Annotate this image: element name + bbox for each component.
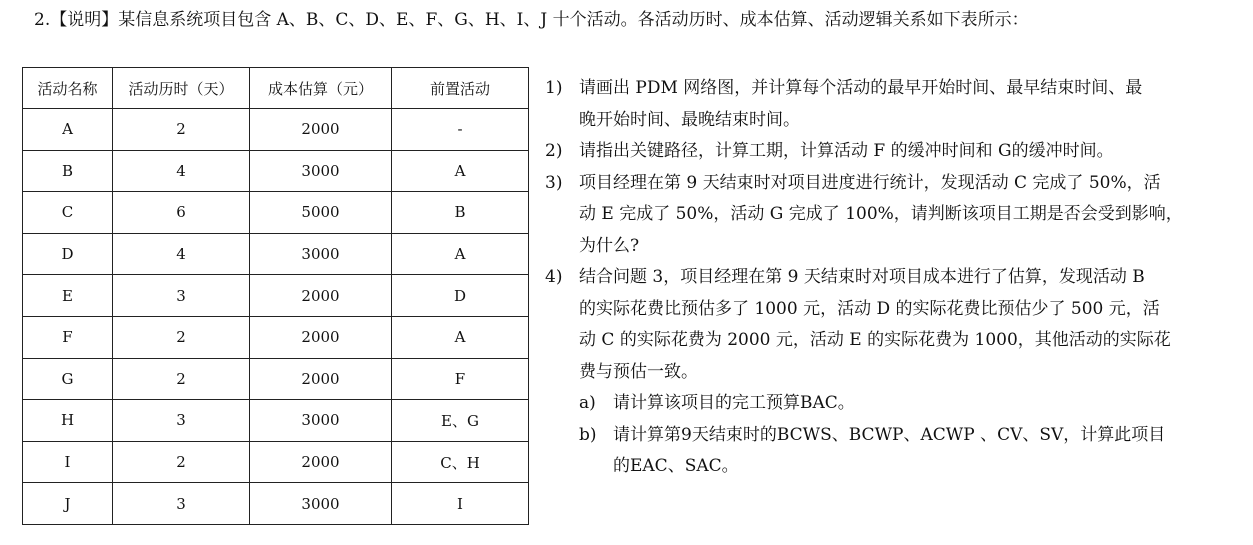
question-text	[579, 136, 1225, 168]
cell-activity-name: G	[23, 358, 113, 400]
question-item	[545, 168, 1225, 263]
cell-activity-name: I	[23, 441, 113, 483]
subquestion-letter: a)	[579, 393, 596, 413]
cell-duration: 2	[113, 358, 250, 400]
cell-duration: 3	[113, 400, 250, 442]
table-row	[23, 275, 529, 317]
cell-duration: 3	[113, 275, 250, 317]
question-list	[545, 73, 1225, 483]
cell-predecessor: B	[392, 192, 529, 234]
cell-cost: 3000	[250, 233, 392, 275]
cell-activity-name: F	[23, 316, 113, 358]
cell-activity-name: C	[23, 192, 113, 234]
header-activity-name: 活动名称	[23, 68, 113, 109]
cell-duration: 6	[113, 192, 250, 234]
question-number: 2)	[545, 141, 563, 161]
problem-statement: 2.【说明】某信息系统项目包含 A、B、C、D、E、F、G、H、I、J 十个活动。各活动历时、成本估算、活动逻辑关系如下表所示：	[34, 10, 1029, 30]
cell-cost: 2000	[250, 275, 392, 317]
cell-activity-name: J	[23, 483, 113, 525]
question-text	[579, 262, 1225, 388]
cell-cost: 2000	[250, 358, 392, 400]
question-line: 请指出关键路径，计算工期，计算活动 F 的缓冲时间和 G的缓冲时间。	[579, 141, 1114, 161]
cell-predecessor: C、H	[392, 441, 529, 483]
cell-cost: 3000	[250, 400, 392, 442]
cell-duration: 2	[113, 109, 250, 151]
subquestion-text	[613, 420, 1225, 483]
subquestion-line: 请计算该项目的完工预算BAC。	[613, 393, 855, 413]
table-header-row	[23, 68, 529, 109]
cell-cost: 5000	[250, 192, 392, 234]
table-row	[23, 150, 529, 192]
question-line: 费与预估一致。	[579, 361, 698, 382]
table-row	[23, 192, 529, 234]
subquestion-item	[579, 420, 1225, 483]
question-text	[579, 73, 1225, 136]
cell-cost: 3000	[250, 483, 392, 525]
question-number: 1)	[545, 78, 563, 98]
subquestion-letter: b)	[579, 424, 597, 445]
table-row	[23, 316, 529, 358]
question-item	[545, 73, 1225, 136]
cell-predecessor: -	[392, 109, 529, 151]
header-duration: 活动历时（天）	[113, 68, 250, 109]
cell-cost: 2000	[250, 316, 392, 358]
cell-duration: 2	[113, 316, 250, 358]
cell-duration: 4	[113, 150, 250, 192]
cell-predecessor: A	[392, 316, 529, 358]
cell-activity-name: B	[23, 150, 113, 192]
cell-predecessor: A	[392, 150, 529, 192]
question-line: 为什么?	[579, 235, 640, 256]
cell-cost: 2000	[250, 441, 392, 483]
table-row	[23, 483, 529, 525]
cell-duration: 4	[113, 233, 250, 275]
subquestion-line: 请计算第9天结束时的BCWS、BCWP、ACWP 、CV、SV，计算此项目	[613, 424, 1166, 445]
question-line: 结合问题 3，项目经理在第 9 天结束时对项目成本进行了估算，发现活动 B	[579, 267, 1145, 287]
question-item	[545, 136, 1225, 168]
question-line: 的实际花费比预估多了 1000 元，活动 D 的实际花费比预估少了 500 元，活	[579, 298, 1160, 319]
cell-predecessor: F	[392, 358, 529, 400]
table-row	[23, 233, 529, 275]
cell-activity-name: H	[23, 400, 113, 442]
header-cost-estimate: 成本估算（元）	[250, 68, 392, 109]
question-number: 3)	[545, 172, 563, 193]
cell-predecessor: D	[392, 275, 529, 317]
table-row	[23, 400, 529, 442]
cell-activity-name: A	[23, 109, 113, 151]
table-row	[23, 109, 529, 151]
subquestion-text	[613, 388, 1225, 420]
question-text	[579, 168, 1225, 263]
question-line: 动 C 的实际花费为 2000 元，活动 E 的实际花费为 1000，其他活动的实际花	[579, 330, 1171, 350]
cell-duration: 2	[113, 441, 250, 483]
question-line: 动 E 完成了 50%，活动 G 完成了 100%，请判断该项目工期是否会受到影响，	[579, 204, 1183, 224]
cell-duration: 3	[113, 483, 250, 525]
cell-cost: 2000	[250, 109, 392, 151]
question-item	[545, 262, 1225, 388]
question-number: 4)	[545, 267, 563, 287]
cell-predecessor: I	[392, 483, 529, 525]
cell-predecessor: E、G	[392, 400, 529, 442]
header-predecessor: 前置活动	[392, 68, 529, 109]
cell-activity-name: E	[23, 275, 113, 317]
table-row	[23, 358, 529, 400]
question-line: 请画出 PDM 网络图，并计算每个活动的最早开始时间、最早结束时间、最	[579, 78, 1143, 98]
cell-cost: 3000	[250, 150, 392, 192]
activity-table	[22, 67, 529, 525]
question-line: 晚开始时间、最晚结束时间。	[579, 109, 800, 130]
cell-predecessor: A	[392, 233, 529, 275]
question-line: 项目经理在第 9 天结束时对项目进度进行统计，发现活动 C 完成了 50%，活	[579, 172, 1161, 193]
cell-activity-name: D	[23, 233, 113, 275]
table-row	[23, 441, 529, 483]
subquestion-line: 的EAC、SAC。	[613, 456, 739, 476]
subquestion-item	[579, 388, 1225, 420]
